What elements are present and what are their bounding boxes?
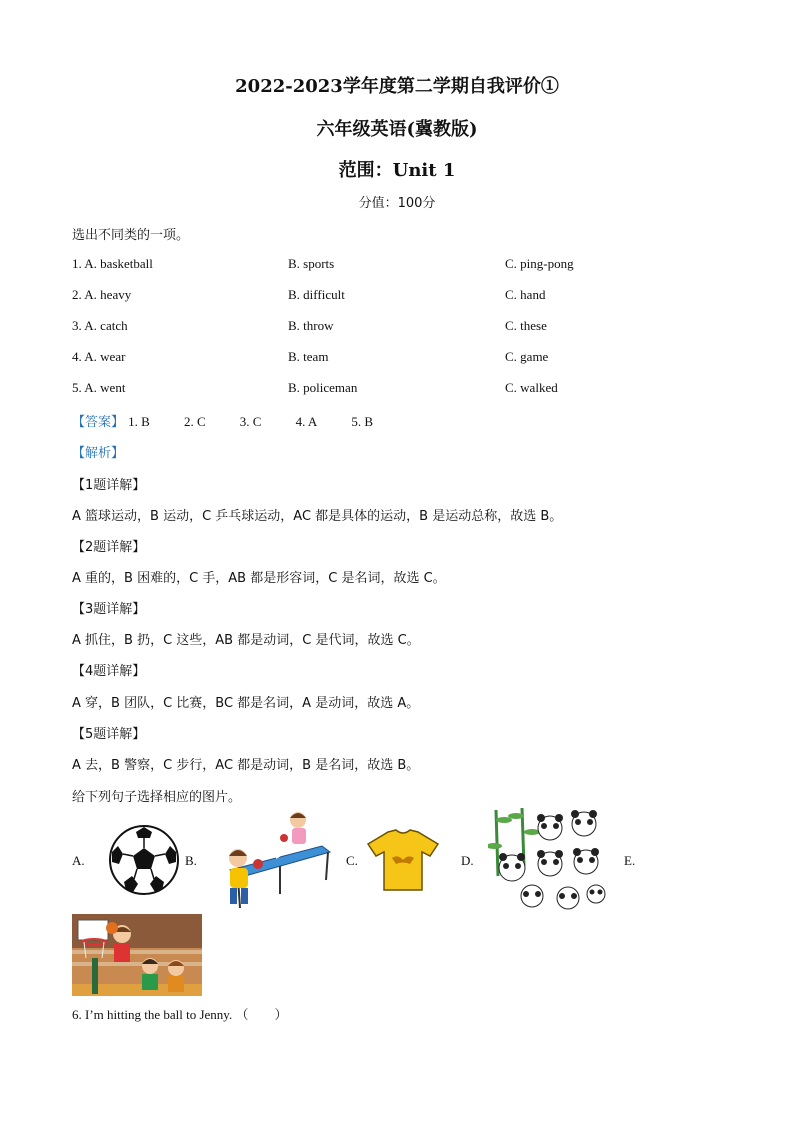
- q4-option-b: B. team: [288, 349, 329, 364]
- label-e: E.: [624, 853, 636, 868]
- answer-tag: 【答案】: [72, 415, 125, 430]
- detail-4-tag: 【4题详解】: [72, 664, 146, 679]
- pandas-picture: [488, 806, 610, 912]
- q3-option-c: C. these: [505, 318, 547, 333]
- score-line: 分值：100分: [358, 196, 436, 211]
- question-6: 6. I’m hitting the ball to Jenny. （ ）: [72, 1007, 288, 1022]
- q4-option-c: C. game: [505, 349, 549, 364]
- answer-1: 1. B: [128, 414, 150, 429]
- q1-option-b: B. sports: [288, 256, 335, 271]
- analysis-tag: 【解析】: [72, 446, 125, 461]
- detail-1-tag: 【1题详解】: [72, 478, 146, 493]
- answer-3: 3. C: [239, 414, 262, 429]
- label-c: C.: [346, 853, 358, 868]
- answer-line: [72, 411, 373, 430]
- t-shirt-picture: [366, 828, 440, 892]
- q3-option-a: 3. A. catch: [72, 318, 128, 333]
- basketball-picture: [72, 914, 202, 996]
- detail-1-text: A 篮球运动，B 运动，C 乒乓球运动，AC 都是具体的运动，B 是运动总称，故选 B。: [72, 509, 563, 524]
- q1-option-c: C. ping-pong: [505, 256, 574, 271]
- document-title: 2022-2023学年度第二学期自我评价①: [235, 76, 559, 97]
- detail-2-text: A 重的，B 困难的，C 手，AB 都是形容词，C 是名词，故选 C。: [72, 571, 446, 586]
- document-range: 范围：Unit 1: [338, 160, 456, 181]
- document-subtitle: 六年级英语(冀教版): [316, 119, 478, 140]
- q2-option-c: C. hand: [505, 287, 546, 302]
- detail-3-text: A 抓住，B 扔，C 这些，AB 都是动词，C 是代词，故选 C。: [72, 633, 420, 648]
- answer-2: 2. C: [183, 414, 206, 429]
- label-b: B.: [185, 853, 197, 868]
- section1-instruction: 选出不同类的一项。: [72, 228, 190, 243]
- detail-5-tag: 【5题详解】: [72, 727, 146, 742]
- q1-option-a: 1. A. basketball: [72, 256, 153, 271]
- label-d: D.: [461, 853, 474, 868]
- detail-4-text: A 穿，B 团队，C 比赛，BC 都是名词，A 是动词，故选 A。: [72, 696, 420, 711]
- q2-option-a: 2. A. heavy: [72, 287, 132, 302]
- q4-option-a: 4. A. wear: [72, 349, 126, 364]
- detail-5-text: A 去，B 警察，C 步行，AC 都是动词，B 是名词，故选 B。: [72, 758, 420, 773]
- detail-3-tag: 【3题详解】: [72, 602, 146, 617]
- answer-4: 4. A: [295, 414, 318, 429]
- q3-option-b: B. throw: [288, 318, 334, 333]
- soccer-ball-picture: [106, 824, 182, 896]
- detail-2-tag: 【2题详解】: [72, 540, 146, 555]
- q2-option-b: B. difficult: [288, 287, 345, 302]
- q5-option-a: 5. A. went: [72, 380, 126, 395]
- section2-instruction: 给下列句子选择相应的图片。: [72, 790, 242, 805]
- label-a: A.: [72, 853, 85, 868]
- q5-option-c: C. walked: [505, 380, 558, 395]
- q5-option-b: B. policeman: [288, 380, 358, 395]
- ping-pong-picture: [210, 808, 332, 912]
- answer-5: 5. B: [351, 414, 374, 429]
